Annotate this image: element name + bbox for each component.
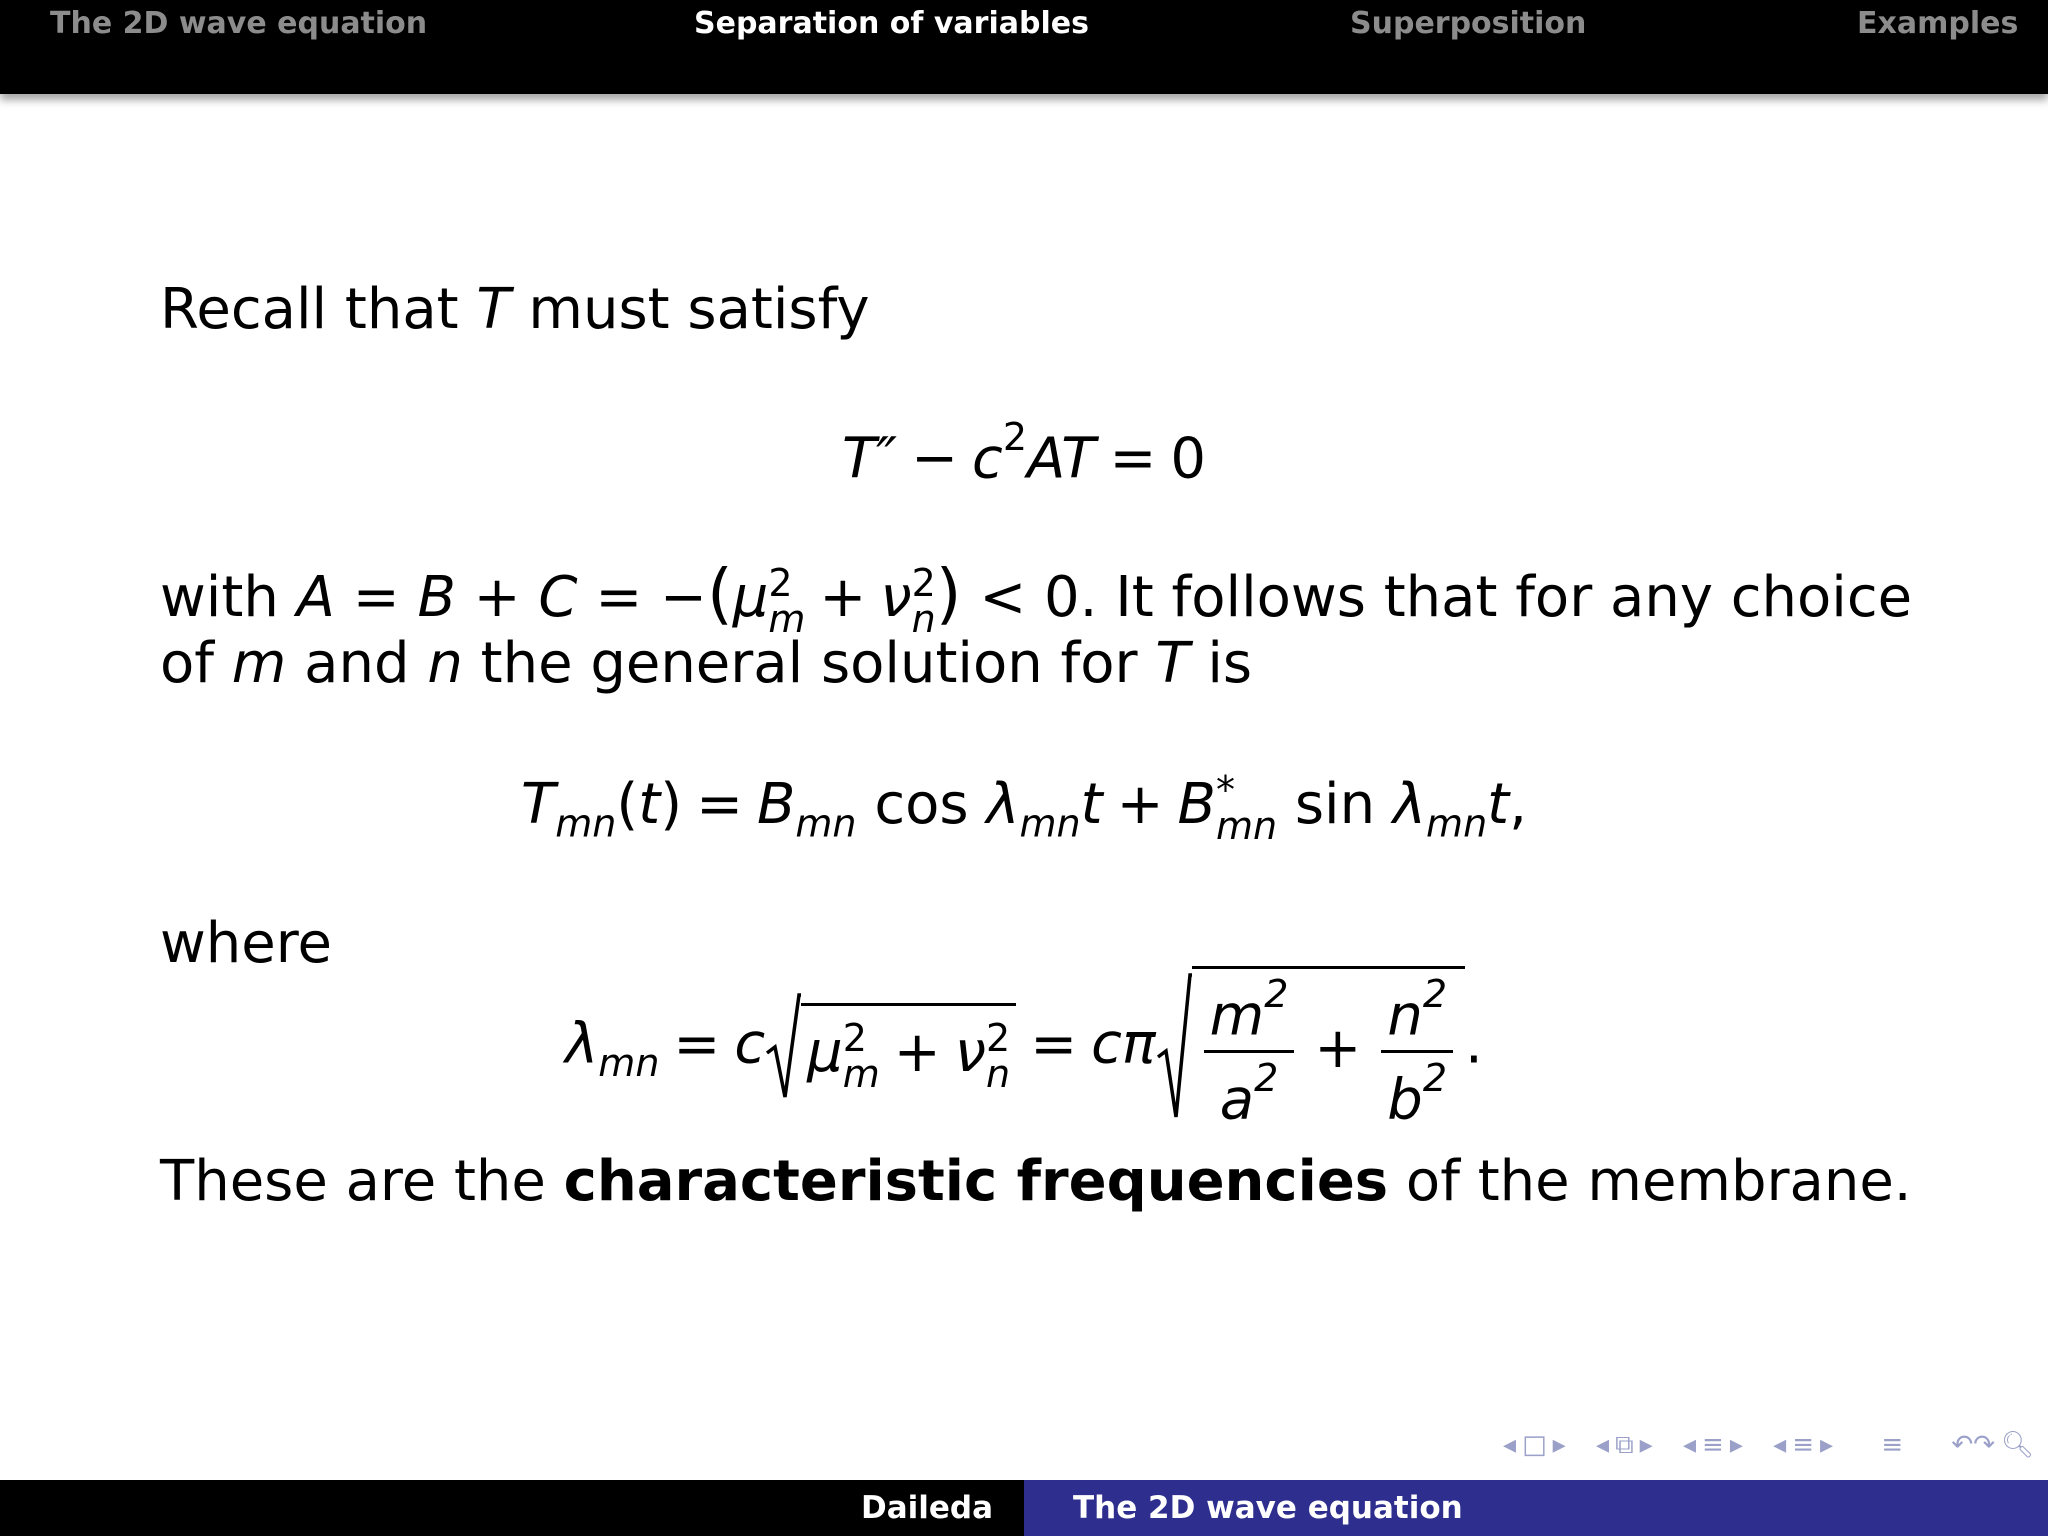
math-var-a: a: [1219, 1067, 1255, 1133]
math-operator: −: [911, 426, 959, 492]
math-exponent: 2: [986, 1015, 1011, 1060]
math-sup-sub: [842, 1015, 880, 1096]
text-run: is: [1189, 631, 1253, 696]
math-operator: =: [696, 772, 743, 838]
math-term: λ: [986, 772, 1020, 838]
math-operator: = −: [577, 565, 707, 630]
text-run: of the membrane.: [1388, 1149, 1912, 1214]
math-exponent: 2: [1254, 1056, 1279, 1101]
text-run: It follows that for any choice: [1097, 565, 1913, 630]
math-subscript: mn: [555, 801, 617, 846]
math-exponent: *: [1215, 768, 1235, 812]
paragraph-with-a-line1: [160, 554, 1913, 641]
section-navigation-bar: [0, 0, 2048, 94]
prev-frame-arrow-icon[interactable]: ◂: [1596, 1430, 1610, 1460]
math-var-mu: μ: [807, 1020, 843, 1085]
paragraph-recall: [160, 276, 869, 343]
math-subscript: mn: [598, 1040, 660, 1085]
fraction-n-over-b: [1381, 972, 1453, 1133]
paragraph-with-a-line2: [160, 630, 1252, 697]
text-run: of: [160, 631, 232, 696]
math-var-T: T: [476, 277, 511, 342]
radicand: [801, 1003, 1016, 1096]
math-term: 0: [1170, 426, 1207, 492]
math-exponent: 2: [842, 1015, 867, 1060]
math-subscript: mn: [1019, 801, 1081, 846]
denominator: [1204, 1053, 1295, 1133]
prev-section-arrow-icon[interactable]: ◂: [1773, 1430, 1787, 1460]
prev-slide-arrow-icon[interactable]: ◂: [1503, 1430, 1517, 1460]
math-paren: ): [935, 555, 962, 632]
math-function: cos: [874, 772, 969, 838]
math-operator: +: [1314, 1016, 1362, 1081]
nav-section-wave-equation[interactable]: The 2D wave equation: [50, 6, 428, 41]
frame-icon[interactable]: ⧉: [1615, 1430, 1634, 1460]
radical-sign-icon: [1156, 971, 1192, 1123]
math-var-C: C: [538, 565, 578, 630]
math-paren: ): [660, 772, 683, 838]
text-run: and: [286, 631, 428, 696]
math-term: AT: [1027, 426, 1096, 492]
math-subscript: n: [911, 596, 936, 641]
footer-author: Daileda: [861, 1490, 994, 1526]
document-outline-icon[interactable]: ≡: [1881, 1430, 1904, 1460]
math-var-nu: ν: [880, 565, 912, 630]
math-term: t: [638, 772, 661, 838]
math-subscript: n: [986, 1051, 1011, 1096]
math-subscript: m: [768, 596, 806, 641]
math-var-B: B: [417, 565, 456, 630]
equation-t-ode: [0, 415, 2048, 492]
math-var-mu: μ: [732, 565, 769, 630]
radical-sign-icon: [765, 991, 801, 1103]
math-operator: +: [1116, 772, 1164, 838]
numerator: [1204, 972, 1295, 1053]
math-var-m: m: [1209, 983, 1265, 1049]
math-operator: =: [673, 1011, 721, 1077]
math-var-n: n: [427, 631, 463, 696]
math-term: T″: [841, 426, 898, 492]
slide-icon[interactable]: □: [1522, 1430, 1547, 1460]
prev-subsection-arrow-icon[interactable]: ◂: [1682, 1430, 1697, 1460]
math-term: B: [1177, 772, 1216, 838]
next-frame-arrow-icon[interactable]: ▸: [1639, 1430, 1653, 1460]
math-paren: (: [706, 555, 733, 632]
math-operator: =: [1030, 1011, 1078, 1077]
math-var-m: m: [231, 631, 287, 696]
math-term: c: [734, 1011, 766, 1077]
math-sup-sub: [768, 560, 806, 641]
math-subscript: mn: [1215, 804, 1278, 849]
section-icon[interactable]: ≡: [1792, 1430, 1815, 1460]
math-exponent: 2: [1264, 972, 1289, 1016]
math-exponent: 2: [1002, 415, 1027, 459]
text-run: the general solution for: [462, 631, 1156, 696]
back-forward-icon[interactable]: ↶↷: [1951, 1430, 1995, 1460]
footer-author-box: [0, 1480, 1024, 1536]
math-sup-sub: [1215, 768, 1278, 849]
math-operator: +: [455, 565, 539, 630]
math-punctuation: ,: [1509, 772, 1527, 838]
math-subscript: mn: [795, 801, 857, 846]
paragraph-where: where: [160, 911, 332, 976]
math-paren: (: [616, 772, 639, 838]
math-function: sin: [1294, 772, 1376, 838]
math-operator: < 0.: [961, 565, 1098, 630]
next-section-arrow-icon[interactable]: ▸: [1820, 1430, 1834, 1460]
bold-term: characteristic frequencies: [563, 1149, 1389, 1214]
math-sup-sub: [986, 1015, 1011, 1096]
math-subscript: mn: [1426, 801, 1488, 846]
sqrt-fractions: [1156, 966, 1465, 1133]
math-punctuation: .: [1465, 1011, 1483, 1077]
nav-section-examples[interactable]: Examples: [1857, 6, 2019, 41]
math-exponent: 2: [1422, 972, 1447, 1016]
numerator: [1381, 972, 1453, 1053]
footer-title-box: [1024, 1480, 2048, 1536]
nav-section-superposition[interactable]: Superposition: [1350, 6, 1587, 41]
next-subsection-arrow-icon[interactable]: ▸: [1729, 1430, 1743, 1460]
math-operator: +: [893, 1020, 941, 1085]
math-term: λ: [565, 1011, 599, 1077]
math-var-n: n: [1387, 983, 1423, 1049]
math-term: λ: [1392, 772, 1427, 838]
nav-section-separation-of-variables[interactable]: Separation of variables: [694, 6, 1089, 41]
sqrt-mu-nu: [765, 991, 1016, 1103]
search-icon[interactable]: 🔍︎: [2000, 1430, 2034, 1460]
text-run: Recall that: [160, 277, 477, 342]
math-subscript: m: [842, 1051, 880, 1096]
navigation-symbols: [1497, 1430, 2034, 1470]
radicand: [1192, 966, 1465, 1133]
math-term: B: [756, 772, 796, 838]
equation-characteristic-frequency: [0, 966, 2048, 1133]
math-operator: =: [1109, 426, 1157, 492]
math-var-T: T: [1155, 631, 1190, 696]
math-exponent: 2: [768, 560, 793, 605]
fraction-m-over-a: [1204, 972, 1295, 1133]
math-term: t: [1080, 772, 1103, 838]
math-operator: =: [334, 565, 418, 630]
equation-general-solution: [0, 768, 2048, 849]
math-var-A: A: [296, 565, 335, 630]
footer-title: The 2D wave equation: [1073, 1490, 1463, 1526]
math-exponent: 2: [911, 560, 936, 605]
paragraph-characteristic-frequencies: [160, 1148, 1912, 1215]
math-var-b: b: [1387, 1067, 1423, 1133]
text-run: These are the: [160, 1149, 564, 1214]
math-term: c: [972, 426, 1003, 492]
math-term: T: [521, 772, 556, 838]
next-slide-arrow-icon[interactable]: ▸: [1552, 1430, 1566, 1460]
math-sup-sub: [911, 560, 936, 641]
subsection-icon[interactable]: ≡: [1702, 1430, 1724, 1460]
math-var-nu: ν: [954, 1020, 986, 1085]
text-run: must satisfy: [510, 277, 870, 342]
math-term: t: [1487, 772, 1510, 838]
math-exponent: 2: [1422, 1056, 1448, 1101]
denominator: [1381, 1053, 1453, 1133]
text-run: with: [160, 565, 297, 630]
math-term: cπ: [1091, 1011, 1156, 1077]
math-operator: +: [819, 565, 867, 630]
